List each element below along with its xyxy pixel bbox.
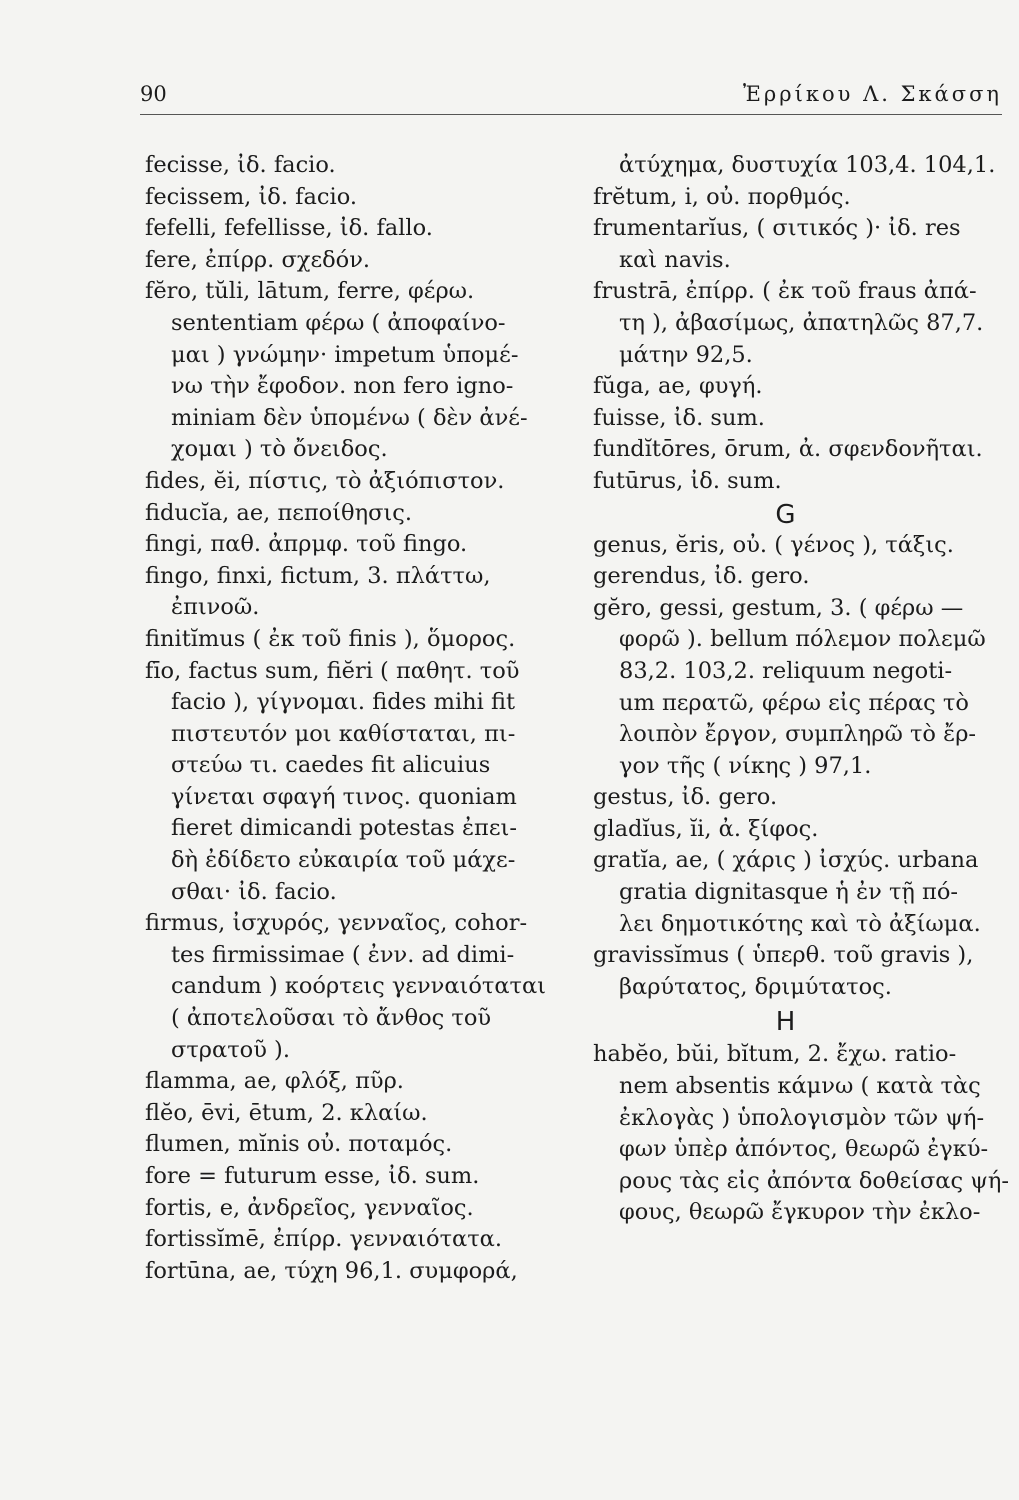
- entry-line: στεύω τι. caedes fit alicuius: [171, 752, 491, 779]
- entry-line: λοιπὸν ἔργον, συμπληρῶ τὸ ἔρ-: [619, 721, 977, 748]
- left-column: [145, 150, 565, 1287]
- entry-line: habĕo, bŭi, bĭtum, 2. ἔχω. ratio-: [593, 1041, 957, 1068]
- entry-line: um περατῶ, φέρω εἰς πέρας τὸ: [619, 689, 969, 716]
- entry-line: gĕro, gessi, gestum, 3. ( φέρω —: [593, 594, 964, 621]
- section-letter-g: G: [775, 499, 796, 530]
- entry-line: fecissem, ἰδ. facio.: [145, 183, 358, 210]
- entry-line: finitĭmus ( ἐκ τοῦ finis ), ὅμορος.: [145, 625, 516, 652]
- entry-line: fortūna, ae, τύχη 96,1. συμφορά,: [145, 1257, 518, 1284]
- entry-line: fore = futurum esse, ἰδ. sum.: [145, 1163, 480, 1189]
- entry-line: 83,2. 103,2. reliquum negoti-: [619, 657, 953, 684]
- entry-line: nem absentis κάμνω ( κατὰ τὰς: [619, 1073, 981, 1100]
- entry-line: miniam δὲν ὑπομένω ( δὲν ἀνέ-: [171, 404, 528, 431]
- entry-line: νω τὴν ἔφοδον. non fero igno-: [171, 373, 514, 400]
- entry-line: ἐκλογὰς ) ὑπολογισμὸν τῶν ψή-: [619, 1104, 985, 1131]
- entry-line: ρους τὰς εἰς ἀπόντα δοθείσας ψή-: [619, 1167, 1009, 1194]
- entry-line: firmus, ἰσχυρός, γενναῖος, cohor-: [145, 910, 528, 937]
- entry-line: fingo, finxi, fictum, 3. πλάττω,: [145, 562, 491, 589]
- entry-line: fecisse, ἰδ. facio.: [145, 152, 336, 178]
- entry-line: frĕtum, i, οὐ. πορθμός.: [593, 183, 851, 210]
- entry-line: facio ), γίγνομαι. fides mihi fit: [171, 689, 516, 716]
- entry-line: fieret dimicandi potestas ἐπει-: [171, 815, 517, 842]
- entry-line: λει δημοτικότης καὶ τὸ ἀξίωμα.: [619, 910, 981, 937]
- entry-line: gratia dignitasque ἡ ἐν τῇ πό-: [619, 879, 958, 906]
- entry-line: fere, ἐπίρρ. σχεδόν.: [145, 246, 371, 273]
- entry-line: fŭga, ae, φυγή.: [593, 373, 763, 400]
- entry-line: frustrā, ἐπίρρ. ( ἐκ τοῦ fraus ἀπά-: [593, 278, 977, 305]
- entry-line: fortissĭmē, ἐπίρρ. γενναιότατα.: [145, 1226, 503, 1253]
- section-letter-h: H: [775, 1007, 796, 1038]
- running-head: Ἐρρίκου Λ. Σκάσση: [743, 82, 1002, 106]
- page-number: 90: [140, 82, 167, 106]
- entry-line: πιστευτόν μοι καθίσταται, πι-: [171, 720, 516, 747]
- entry-line: gratĭa, ae, ( χάρις ) ἰσχύς. urbana: [593, 847, 979, 874]
- entry-line: fĕro, tŭli, lātum, ferre, φέρω.: [145, 278, 475, 305]
- entry-line: fiducĭa, ae, πεποίθησις.: [145, 499, 413, 526]
- entry-line: genus, ĕris, οὐ. ( γένος ), τάξις.: [593, 531, 954, 558]
- entry-line: gerendus, ἰδ. gero.: [593, 563, 810, 590]
- entry-line: fuisse, ἰδ. sum.: [593, 404, 765, 431]
- right-column: [593, 150, 1008, 1229]
- entry-line: γίνεται σφαγή τινος. quoniam: [171, 783, 517, 810]
- entry-line: flamma, ae, φλόξ, πῦρ.: [145, 1068, 404, 1095]
- entry-line: ἀτύχημα, δυστυχία 103,4. 104,1.: [619, 152, 996, 178]
- entry-line: φους, θεωρῶ ἔγκυρον τὴν ἐκλο-: [619, 1199, 981, 1226]
- entry-line: sententiam φέρω ( ἀποφαίνο-: [171, 309, 506, 336]
- entry-line: τη ), ἀβασίμως, ἀπατηλῶς 87,7.: [619, 309, 984, 336]
- entry-line: fefelli, fefellisse, ἰδ. fallo.: [145, 215, 433, 242]
- entry-line: σθαι· ἰδ. facio.: [171, 878, 337, 905]
- entry-line: flĕo, ēvi, ētum, 2. κλαίω.: [145, 1099, 428, 1126]
- entry-line: ( ἀποτελοῦσαι τὸ ἄνθος τοῦ: [171, 1005, 492, 1032]
- entry-line: βαρύτατος, δριμύτατος.: [619, 973, 892, 1000]
- entry-line: gestus, ἰδ. gero.: [593, 784, 778, 811]
- page-header: [140, 82, 1002, 115]
- entry-line: candum ) κοόρτεις γενναιόταται: [171, 973, 547, 1000]
- entry-line: fingi, παθ. ἀπρμφ. τοῦ fingo.: [145, 531, 468, 558]
- entry-line: gravissĭmus ( ὑπερθ. τοῦ gravis ),: [593, 942, 974, 969]
- entry-line: δὴ ἐδίδετο εὐκαιρία τοῦ μάχε-: [171, 847, 516, 874]
- entry-line: στρατοῦ ).: [171, 1036, 290, 1063]
- entry-line: φορῶ ). bellum πόλεμον πολεμῶ: [619, 626, 986, 653]
- entry-line: ἐπινοῶ.: [171, 594, 260, 621]
- entry-line: frumentarĭus, ( σιτικός )· ἰδ. res: [593, 215, 961, 242]
- entry-line: καὶ navis.: [619, 246, 731, 273]
- entry-line: fundĭtōres, ōrum, ἀ. σφενδονῆται.: [593, 436, 983, 463]
- entry-line: γον τῆς ( νίκης ) 97,1.: [619, 752, 872, 779]
- entry-line: fortis, e, ἀνδρεῖος, γενναῖος.: [145, 1194, 474, 1221]
- entry-line: fides, ĕi, πίστις, τὸ ἀξιόπιστον.: [145, 467, 505, 494]
- entry-line: φων ὑπὲρ ἀπόντος, θεωρῶ ἐγκύ-: [619, 1136, 989, 1163]
- entry-line: gladĭus, ĭi, ἀ. ξίφος.: [593, 815, 819, 842]
- entry-line: flumen, mĭnis οὐ. ποταμός.: [145, 1131, 453, 1158]
- entry-line: fīo, factus sum, fiĕri ( παθητ. τοῦ: [145, 657, 520, 684]
- entry-line: μαι ) γνώμην· impetum ὑπομέ-: [171, 341, 519, 368]
- entry-line: futūrus, ἰδ. sum.: [593, 467, 782, 494]
- entry-line: tes firmissimae ( ἐνν. ad dimi-: [171, 941, 515, 968]
- entry-line: χομαι ) τὸ ὄνειδος.: [171, 436, 388, 463]
- entry-line: μάτην 92,5.: [619, 341, 753, 368]
